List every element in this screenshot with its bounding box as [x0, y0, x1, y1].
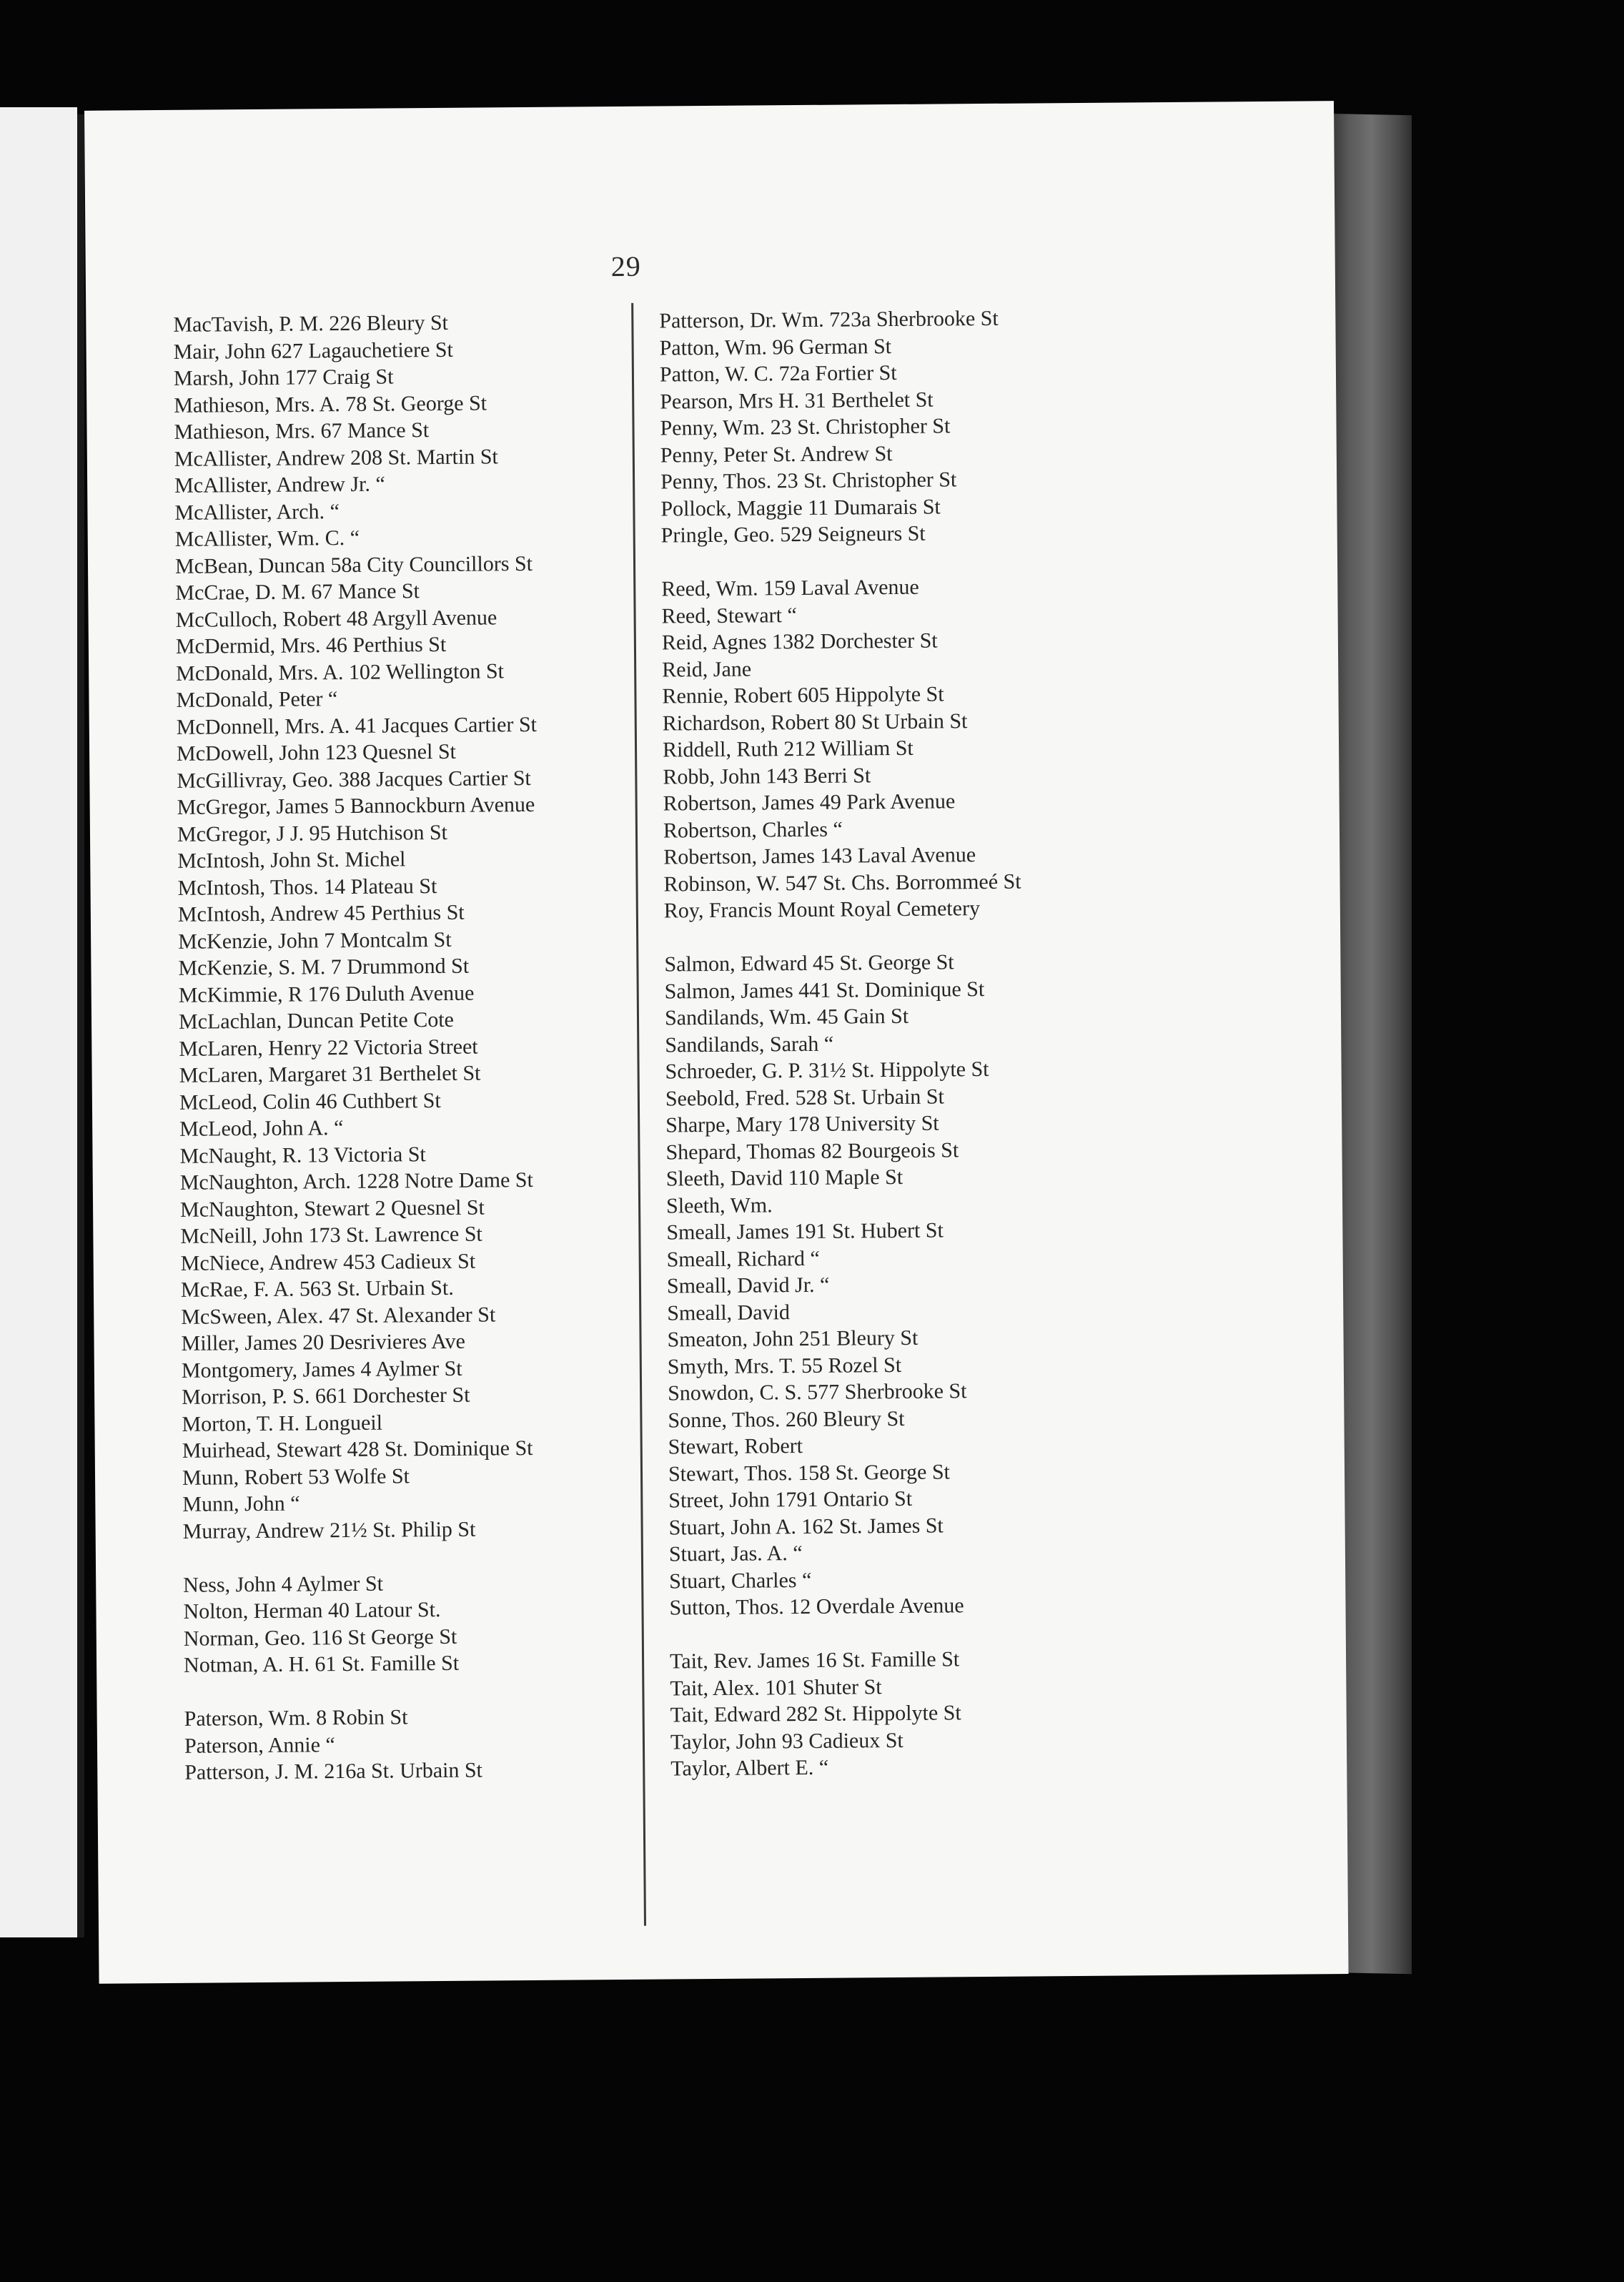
directory-entry: Mathieson, Mrs. 67 Mance St: [174, 418, 430, 444]
directory-entry: Sandilands, Wm. 45 Gain St: [664, 1004, 909, 1030]
directory-entry: Rennie, Robert 605 Hippolyte St: [662, 682, 944, 708]
directory-entry: Tait, Edward 282 St. Hippolyte St: [670, 1701, 961, 1727]
directory-entry: Smeall, James 191 St. Hubert St: [666, 1218, 944, 1245]
directory-entry: Nolton, Herman 40 Latour St.: [183, 1598, 441, 1624]
directory-entry: McSween, Alex. 47 St. Alexander St: [181, 1302, 496, 1329]
left-column: [173, 308, 670, 1787]
directory-entry: Sharpe, Mary 178 University St: [665, 1111, 939, 1137]
directory-page: [84, 101, 1349, 1984]
directory-entry: Miller, James 20 Desrivieres Ave: [181, 1329, 466, 1355]
directory-entry: Reed, Wm. 159 Laval Avenue: [661, 575, 919, 601]
directory-entry: Smeall, David: [667, 1300, 791, 1325]
directory-entry: McLachlan, Duncan Petite Cote: [178, 1007, 455, 1034]
directory-entry: McCrae, D. M. 67 Mance St: [175, 579, 420, 605]
directory-entry: McLeod, Colin 46 Cuthbert St: [179, 1088, 441, 1115]
directory-entry: Morrison, P. S. 661 Dorchester St: [182, 1383, 470, 1409]
directory-entry: McNaughton, Arch. 1228 Notre Dame St: [179, 1167, 534, 1195]
directory-entry: McNeill, John 173 St. Lawrence St: [180, 1222, 482, 1248]
directory-entry: Richardson, Robert 80 St Urbain St: [662, 708, 968, 736]
directory-entry: McNaughton, Stewart 2 Quesnel St: [179, 1195, 485, 1222]
directory-entry: Paterson, Annie “: [184, 1732, 335, 1758]
directory-entry: Seebold, Fred. 528 St. Urbain St: [665, 1084, 945, 1111]
directory-entry: Pringle, Geo. 529 Seigneurs St: [660, 521, 926, 548]
directory-entry: Patton, W. C. 72a Fortier St: [659, 360, 897, 387]
directory-entry: Penny, Peter St. Andrew St: [660, 441, 893, 468]
directory-entry: McAllister, Arch. “: [174, 499, 340, 525]
directory-entry: Taylor, Albert E. “: [670, 1755, 829, 1781]
directory-entry: Reid, Agnes 1382 Dorchester St: [661, 628, 938, 655]
facing-page-edge: [0, 107, 77, 1937]
directory-entry: Tait, Rev. James 16 St. Famille St: [669, 1647, 960, 1674]
directory-entry: MacTavish, P. M. 226 Bleury St: [173, 310, 449, 337]
right-column: [659, 304, 1157, 1782]
directory-entry: McBean, Duncan 58a City Councillors St: [174, 551, 533, 578]
directory-entry: McLeod, John A. “: [179, 1116, 344, 1141]
directory-entry: McRae, F. A. 563 St. Urbain St.: [180, 1275, 454, 1302]
directory-entry: Patterson, J. M. 216a St. Urbain St: [184, 1758, 483, 1784]
directory-entry: McDonald, Peter “: [176, 687, 338, 712]
directory-entry: McLaren, Henry 22 Victoria Street: [179, 1034, 478, 1061]
directory-entry: McIntosh, Andrew 45 Perthius St: [177, 900, 465, 927]
directory-entry: McNiece, Andrew 453 Cadieux St: [180, 1249, 476, 1275]
directory-entry: Robb, John 143 Berri St: [663, 763, 871, 789]
directory-entry: Munn, Robert 53 Wolfe St: [182, 1463, 410, 1490]
directory-entry: McIntosh, Thos. 14 Plateau St: [177, 874, 437, 900]
directory-entry: McAllister, Wm. C. “: [174, 525, 360, 551]
page-number: 29: [610, 250, 641, 283]
directory-entry: Mair, John 627 Lagauchetiere St: [173, 337, 453, 364]
section-gap: [661, 545, 1147, 576]
directory-entry: McNaught, R. 13 Victoria St: [179, 1142, 426, 1168]
directory-entry: Smeaton, John 251 Bleury St: [667, 1325, 919, 1352]
directory-entry: McGregor, J J. 95 Hutchison St: [177, 820, 448, 846]
directory-entry: Riddell, Ruth 212 William St: [662, 736, 914, 762]
directory-entry: Stewart, Robert: [668, 1434, 803, 1459]
directory-entry: Reid, Jane: [662, 657, 752, 682]
directory-entry: Stuart, John A. 162 St. James St: [668, 1513, 944, 1540]
directory-entry: Notman, A. H. 61 St. Famille St: [183, 1651, 460, 1677]
section-gap: [664, 921, 1150, 952]
section-gap: [183, 1541, 669, 1572]
directory-entry: McLaren, Margaret 31 Berthelet St: [179, 1061, 481, 1087]
directory-entry: Stuart, Jas. A. “: [668, 1541, 803, 1566]
directory-entry: Sutton, Thos. 12 Overdale Avenue: [669, 1594, 964, 1620]
directory-entry: McDonnell, Mrs. A. 41 Jacques Cartier St: [176, 712, 538, 739]
directory-entry: Munn, John “: [182, 1491, 300, 1516]
directory-entry: Reed, Stewart “: [661, 603, 797, 628]
directory-entry: Pearson, Mrs H. 31 Berthelet St: [660, 387, 934, 414]
directory-entry: Robertson, Charles “: [663, 817, 843, 843]
directory-entry: Smeall, David Jr. “: [666, 1273, 830, 1298]
directory-entry: Taylor, John 93 Cadieux St: [670, 1728, 903, 1754]
directory-entry: McKenzie, John 7 Montcalm St: [178, 927, 452, 954]
directory-entry: Sleeth, Wm.: [665, 1192, 773, 1218]
section-gap: [184, 1675, 670, 1706]
directory-entry: Marsh, John 177 Craig St: [173, 365, 394, 390]
directory-entry: McKenzie, S. M. 7 Drummond St: [178, 954, 470, 980]
directory-entry: Murray, Andrew 21½ St. Philip St: [182, 1517, 476, 1543]
directory-entry: Stewart, Thos. 158 St. George St: [668, 1459, 951, 1486]
directory-entry: Roy, Francis Mount Royal Cemetery: [663, 896, 981, 923]
directory-entry: Robertson, James 49 Park Avenue: [663, 789, 956, 816]
directory-entry: Stuart, Charles “: [669, 1568, 812, 1594]
directory-entry: Salmon, James 441 St. Dominique St: [664, 977, 985, 1004]
directory-entry: Smyth, Mrs. T. 55 Rozel St: [667, 1353, 902, 1379]
directory-entry: Norman, Geo. 116 St George St: [183, 1624, 457, 1651]
directory-entry: Sonne, Thos. 260 Bleury St: [668, 1406, 905, 1433]
directory-entry: Sandilands, Sarah “: [665, 1032, 834, 1057]
directory-entry: McAllister, Andrew 208 St. Martin St: [174, 444, 498, 471]
directory-entry: Street, John 1791 Ontario St: [668, 1486, 913, 1513]
directory-entry: Patton, Wm. 96 German St: [659, 334, 892, 360]
directory-entry: McAllister, Andrew Jr. “: [174, 472, 385, 498]
directory-entry: Ness, John 4 Aylmer St: [183, 1571, 384, 1597]
directory-entry: Robinson, W. 547 St. Chs. Borrommeé St: [663, 869, 1021, 896]
directory-entry: Sleeth, David 110 Maple St: [665, 1165, 903, 1191]
directory-entry: McIntosh, John St. Michel: [177, 847, 406, 873]
section-gap: [670, 1618, 1156, 1649]
directory-entry: Salmon, Edward 45 St. George St: [664, 950, 954, 977]
directory-entry: McCulloch, Robert 48 Argyll Avenue: [175, 605, 497, 632]
directory-entry: Robertson, James 143 Laval Avenue: [663, 843, 976, 869]
directory-entry: Penny, Wm. 23 St. Christopher St: [660, 414, 951, 440]
directory-entry: Tait, Alex. 101 Shuter St: [670, 1674, 882, 1700]
directory-entry: Penny, Thos. 23 St. Christopher St: [660, 468, 957, 494]
directory-entry: Pollock, Maggie 11 Dumarais St: [660, 494, 941, 521]
directory-entry: Shepard, Thomas 82 Bourgeois St: [665, 1137, 959, 1165]
directory-entry: McDermid, Mrs. 46 Perthius St: [175, 632, 447, 658]
directory-entry: McDonald, Mrs. A. 102 Wellington St: [176, 658, 505, 686]
page-gutter: [77, 114, 84, 1937]
directory-entry: Smeall, Richard “: [666, 1246, 820, 1272]
directory-entry: Patterson, Dr. Wm. 723a Sherbrooke St: [659, 306, 999, 333]
directory-entry: Morton, T. H. Longueil: [182, 1411, 383, 1436]
directory-entry: Snowdon, C. S. 577 Sherbrooke St: [668, 1379, 967, 1406]
directory-entry: McDowell, John 123 Quesnel St: [176, 739, 457, 766]
directory-entry: Mathieson, Mrs. A. 78 St. George St: [174, 390, 487, 418]
directory-entry: McGregor, James 5 Bannockburn Avenue: [177, 792, 535, 819]
directory-entry: Montgomery, James 4 Aylmer St: [181, 1356, 462, 1383]
directory-entry: Muirhead, Stewart 428 St. Dominique St: [182, 1436, 533, 1463]
directory-entry: Paterson, Wm. 8 Robin St: [184, 1705, 408, 1731]
directory-entry: Schroeder, G. P. 31½ St. Hippolyte St: [665, 1057, 989, 1084]
directory-entry: McGillivray, Geo. 388 Jacques Cartier St: [177, 766, 531, 793]
directory-entry: McKimmie, R 176 Duluth Avenue: [178, 981, 475, 1007]
